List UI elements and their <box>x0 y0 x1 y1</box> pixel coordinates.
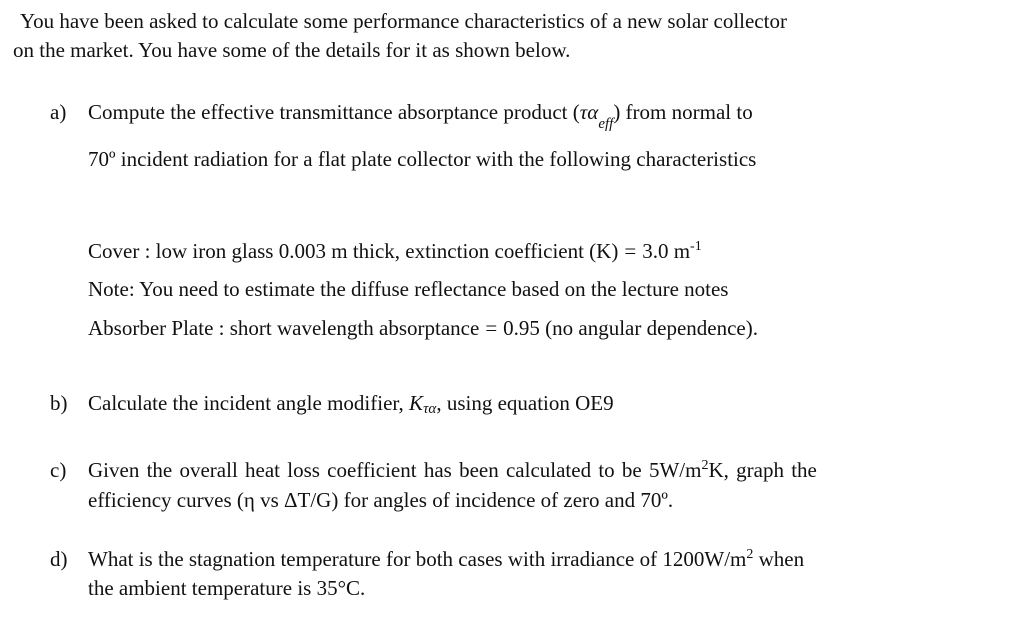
absorber-spec-text: Absorber Plate : short wavelength absorptance <box>88 316 480 340</box>
part-c-line-1-end: K, graph the <box>708 458 817 482</box>
diffuse-note: Note: You need to estimate the diffuse reflectance based on the lecture notes <box>88 277 729 301</box>
part-b-text: Calculate the incident angle modifier, <box>88 391 410 415</box>
absorber-value: 0.95 (no angular dependence). <box>503 316 758 340</box>
part-b-label: b) <box>50 391 68 415</box>
cover-exponent: -1 <box>690 239 702 254</box>
part-c-line-1 <box>88 460 817 481</box>
part-d-line-2: the ambient temperature is 35°C. <box>88 576 366 600</box>
absorber-equals: = <box>485 316 498 340</box>
part-d-sup: 2 <box>746 547 754 562</box>
cover-equals: = <box>624 239 637 263</box>
part-d-line-1 <box>88 549 804 570</box>
part-b-text-end: , using equation OE9 <box>436 391 614 415</box>
intro-line-2: on the market. You have some of the details for it as shown below. <box>13 38 571 62</box>
intro-line-1: You have been asked to calculate some performance characteristics of a new solar collector <box>20 9 787 33</box>
absorber-spec <box>88 318 758 339</box>
part-a-line-1-end: ) from normal to <box>613 100 753 124</box>
cover-spec-text: Cover : low iron glass 0.003 m thick, extinction coefficient (K) <box>88 239 619 263</box>
part-a-line-2: 70º incident radiation for a flat plate collector with the following characteristics <box>88 147 757 171</box>
part-d-line-1-text: What is the stagnation temperature for both cases with irradiance of 1200W/m <box>88 547 747 571</box>
part-c-line-2: efficiency curves (η vs ΔT/G) for angles of incidence of zero and 70º. <box>88 488 674 512</box>
eff-subscript: eff <box>598 116 614 132</box>
part-d-line-1-end: when <box>753 547 805 571</box>
tau-alpha-symbol: τα <box>579 100 599 124</box>
part-b-line <box>88 391 614 417</box>
part-a-line-1-text: Compute the effective transmittance absorptance product ( <box>88 100 580 124</box>
part-a-label: a) <box>50 100 67 124</box>
part-d-label: d) <box>50 547 68 571</box>
part-a-line-1 <box>88 100 753 132</box>
part-c-line-1-text: Given the overall heat loss coefficient has been calculated to be 5W/m <box>88 458 702 482</box>
cover-spec <box>88 241 702 262</box>
k-symbol: K <box>409 391 424 415</box>
part-c-sup: 2 <box>701 458 709 473</box>
k-subscript: τα <box>423 401 437 417</box>
part-c-label: c) <box>50 458 67 482</box>
cover-value: 3.0 m <box>642 239 691 263</box>
